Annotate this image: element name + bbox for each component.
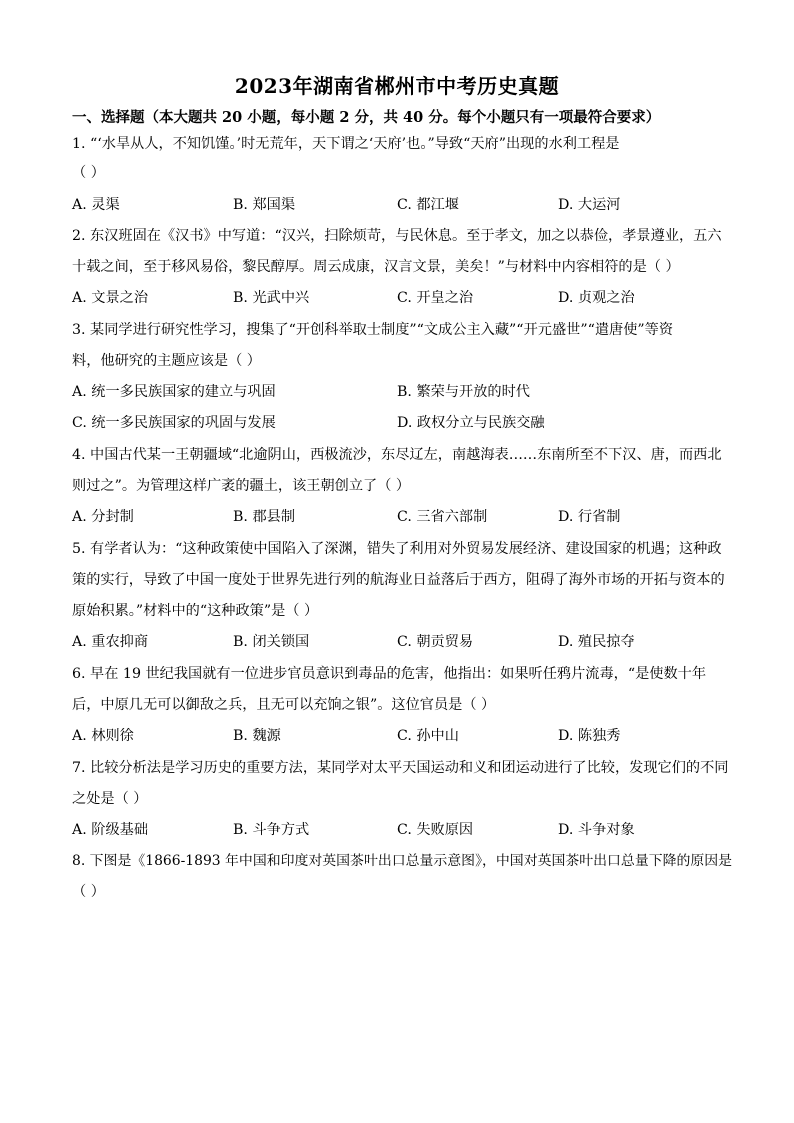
question-5-option-d: D. 殖民掠夺 [558,634,635,650]
question-2-option-a: A. 文景之治 [72,290,149,306]
question-4-line-1: 4. 中国古代某一王朝疆域“北逾阴山，西极流沙，东尽辽左，南越海表……东南所至不下汉、唐，而西北 [72,447,722,463]
question-3-line-2: 料，他研究的主题应该是（ ） [72,353,261,369]
question-2-option-d: D. 贞观之治 [558,290,635,306]
question-4-option-d: D. 行省制 [558,509,621,525]
question-7-option-d: D. 斗争对象 [558,822,635,838]
question-6-option-b: B. 魏源 [233,728,281,744]
question-1-option-a: A. 灵渠 [72,197,120,213]
question-6-option-a: A. 林则徐 [72,728,134,744]
question-1-option-d: D. 大运河 [558,197,621,213]
question-5-option-b: B. 闭关锁国 [233,634,310,650]
question-2-line-2: 十载之间，至于移风易俗，黎民醇厚。周云成康，汉言文景，美矣！”与材料中内容相符的是（ ） [72,259,680,275]
question-7-option-a: A. 阶级基础 [72,822,149,838]
question-1-line-1: 1. “‘水旱从人，不知饥馑。’时无荒年，天下谓之‘天府’也。”导致“天府”出现的水利工程是 [72,136,620,152]
question-3-option-a: A. 统一多民族国家的建立与巩固 [72,384,276,400]
question-7-option-b: B. 斗争方式 [233,822,310,838]
question-6-option-d: D. 陈独秀 [558,728,621,744]
question-4-option-a: A. 分封制 [72,509,134,525]
section-heading: 一、选择题（本大题共 20 小题，每小题 2 分，共 40 分。每个小题只有一项最符合要求） [72,109,661,126]
question-8-line-2: （ ） [72,884,105,900]
question-7-line-1: 7. 比较分析法是学习历史的重要方法，某同学对太平天国运动和义和团运动进行了比较，发现它们的不同 [72,760,729,776]
question-7-line-2: 之处是（ ） [72,791,148,807]
question-1-option-c: C. 都江堰 [397,197,459,213]
question-5-line-2: 策的实行，导致了中国一度处于世界先进行列的航海业日益落后于西方，阻碍了海外市场的开拓与资本的 [72,572,725,588]
question-2-option-b: B. 光武中兴 [233,290,310,306]
question-6-line-1: 6. 早在 19 世纪我国就有一位进步官员意识到毒品的危害，他指出：如果听任鸦片流毒，“是使数十年 [72,666,707,682]
question-3-option-b: B. 繁荣与开放的时代 [397,384,530,400]
question-1-option-b: B. 郑国渠 [233,197,296,213]
question-2-line-1: 2. 东汉班固在《汉书》中写道：“汉兴，扫除烦苛，与民休息。至于孝文，加之以恭俭，孝景遵业，五六 [72,228,722,244]
question-2-option-c: C. 开皇之治 [397,290,474,306]
question-4-option-c: C. 三省六部制 [397,509,488,525]
question-3-option-d: D. 政权分立与民族交融 [397,415,545,431]
question-1-line-2: （ ） [72,165,105,181]
question-5-line-1: 5. 有学者认为：“这种政策使中国陷入了深渊，错失了利用对外贸易发展经济、建设国家的机遇；这种政 [72,541,722,557]
question-6-option-c: C. 孙中山 [397,728,459,744]
question-4-line-2: 则过之”。为管理这样广袤的疆土，该王朝创立了（ ） [72,478,411,494]
page-title: 2023年湖南省郴州市中考历史真题 [234,74,560,98]
question-4-option-b: B. 郡县制 [233,509,296,525]
question-5-option-c: C. 朝贡贸易 [397,634,474,650]
question-5-option-a: A. 重农抑商 [72,634,149,650]
question-6-line-2: 后，中原几无可以御敌之兵，且无可以充饷之银”。这位官员是（ ） [72,697,496,713]
question-8-line-1: 8. 下图是《1866-1893 年中国和印度对英国茶叶出口总量示意图》，中国对英国茶叶出口总量下降的原因是 [72,853,733,869]
question-5-line-3: 原始积累。”材料中的“这种政策”是（ ） [72,603,319,619]
question-3-option-c: C. 统一多民族国家的巩固与发展 [72,415,276,431]
question-3-line-1: 3. 某同学进行研究性学习，搜集了“开创科举取士制度”“文成公主入藏”“开元盛世”“遣唐使”等资 [72,322,674,338]
question-7-option-c: C. 失败原因 [397,822,474,838]
